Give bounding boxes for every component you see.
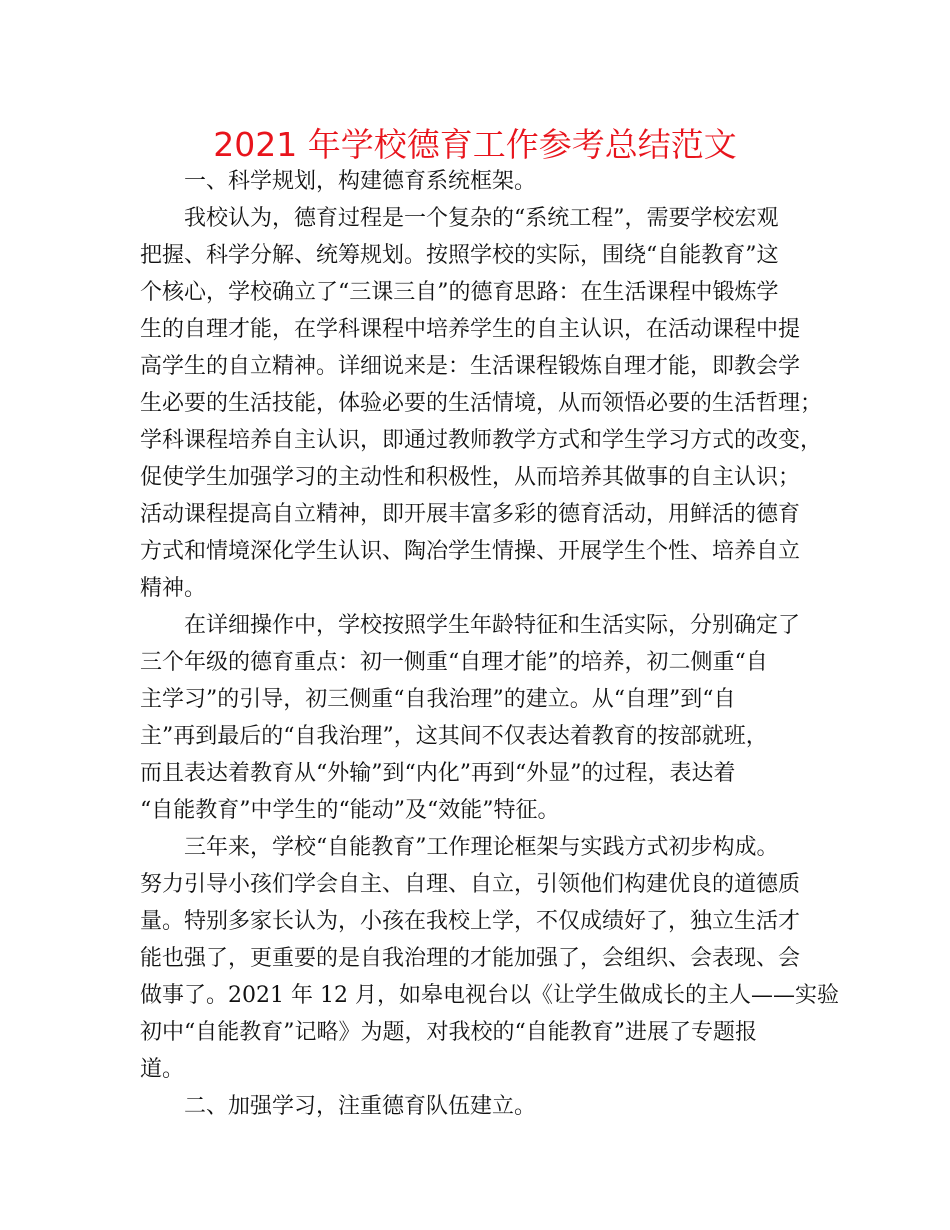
text-line: 主学习”的引导，初三侧重“自我治理”的建立。从“自理”到“自 <box>140 687 736 712</box>
document-body <box>140 163 839 1125</box>
text-line: 初中“自能教育”记略》为题，对我校的“自能教育”进展了专题报 <box>140 1020 757 1045</box>
text-line: “自能教育”中学生的“能动”及“效能”特征。 <box>140 798 560 823</box>
text-line: 精神。 <box>140 576 207 601</box>
text-line: 促使学生加强学习的主动性和积极性，从而培养其做事的自主认识； <box>140 465 801 490</box>
text-line: 做事了。2021 年 12 月，如皋电视台以《让学生做成长的主人——实验 <box>140 983 839 1008</box>
text-line: 努力引导小孩们学会自主、自理、自立，引领他们构建优良的道德质 <box>140 872 801 897</box>
text-line: 学科课程培养自主认识，即通过教师教学方式和学生学习方式的改变， <box>140 428 823 453</box>
text-line: 道。 <box>140 1057 185 1082</box>
document-title: 2021 年学校德育工作参考总结范文 <box>213 125 737 164</box>
text-line: 生必要的生活技能，体验必要的生活情境，从而领悟必要的生活哲理； <box>140 391 823 416</box>
text-line: 主”再到最后的“自我治理”，这其间不仅表达着教育的按部就班， <box>140 724 768 749</box>
text-line: 个核心，学校确立了“三课三自”的德育思路：在生活课程中锻炼学 <box>140 280 779 305</box>
text-line: 把握、科学分解、统筹规划。按照学校的实际，围绕“自能教育”这 <box>140 243 779 268</box>
text-line: 而且表达着教育从“外输”到“内化”再到“外显”的过程，表达着 <box>140 761 736 786</box>
text-line: 在详细操作中，学校按照学生年龄特征和生活实际，分别确定了 <box>184 613 801 638</box>
text-line: 能也强了，更重要的是自我治理的才能加强了，会组织、会表现、会 <box>140 946 801 971</box>
text-line: 高学生的自立精神。详细说来是：生活课程锻炼自理才能，即教会学 <box>140 354 801 379</box>
text-line: 二、加强学习，注重德育队伍建立。 <box>184 1094 537 1119</box>
text-line: 量。特别多家长认为，小孩在我校上学，不仅成绩好了，独立生活才 <box>140 909 801 934</box>
text-line: 一、科学规划，构建德育系统框架。 <box>184 169 537 194</box>
text-line: 生的自理才能，在学科课程中培养学生的自主认识，在活动课程中提 <box>140 317 801 342</box>
text-line: 活动课程提高自立精神，即开展丰富多彩的德育活动，用鲜活的德育 <box>140 502 801 527</box>
text-line: 方式和情境深化学生认识、陶冶学生情操、开展学生个性、培养自立 <box>140 539 801 564</box>
text-line: 我校认为，德育过程是一个复杂的“系统工程”，需要学校宏观 <box>184 206 779 231</box>
text-line: 三个年级的德育重点：初一侧重“自理才能”的培养，初二侧重“自 <box>140 650 768 675</box>
text-line: 三年来，学校“自能教育”工作理论框架与实践方式初步构成。 <box>184 835 779 860</box>
